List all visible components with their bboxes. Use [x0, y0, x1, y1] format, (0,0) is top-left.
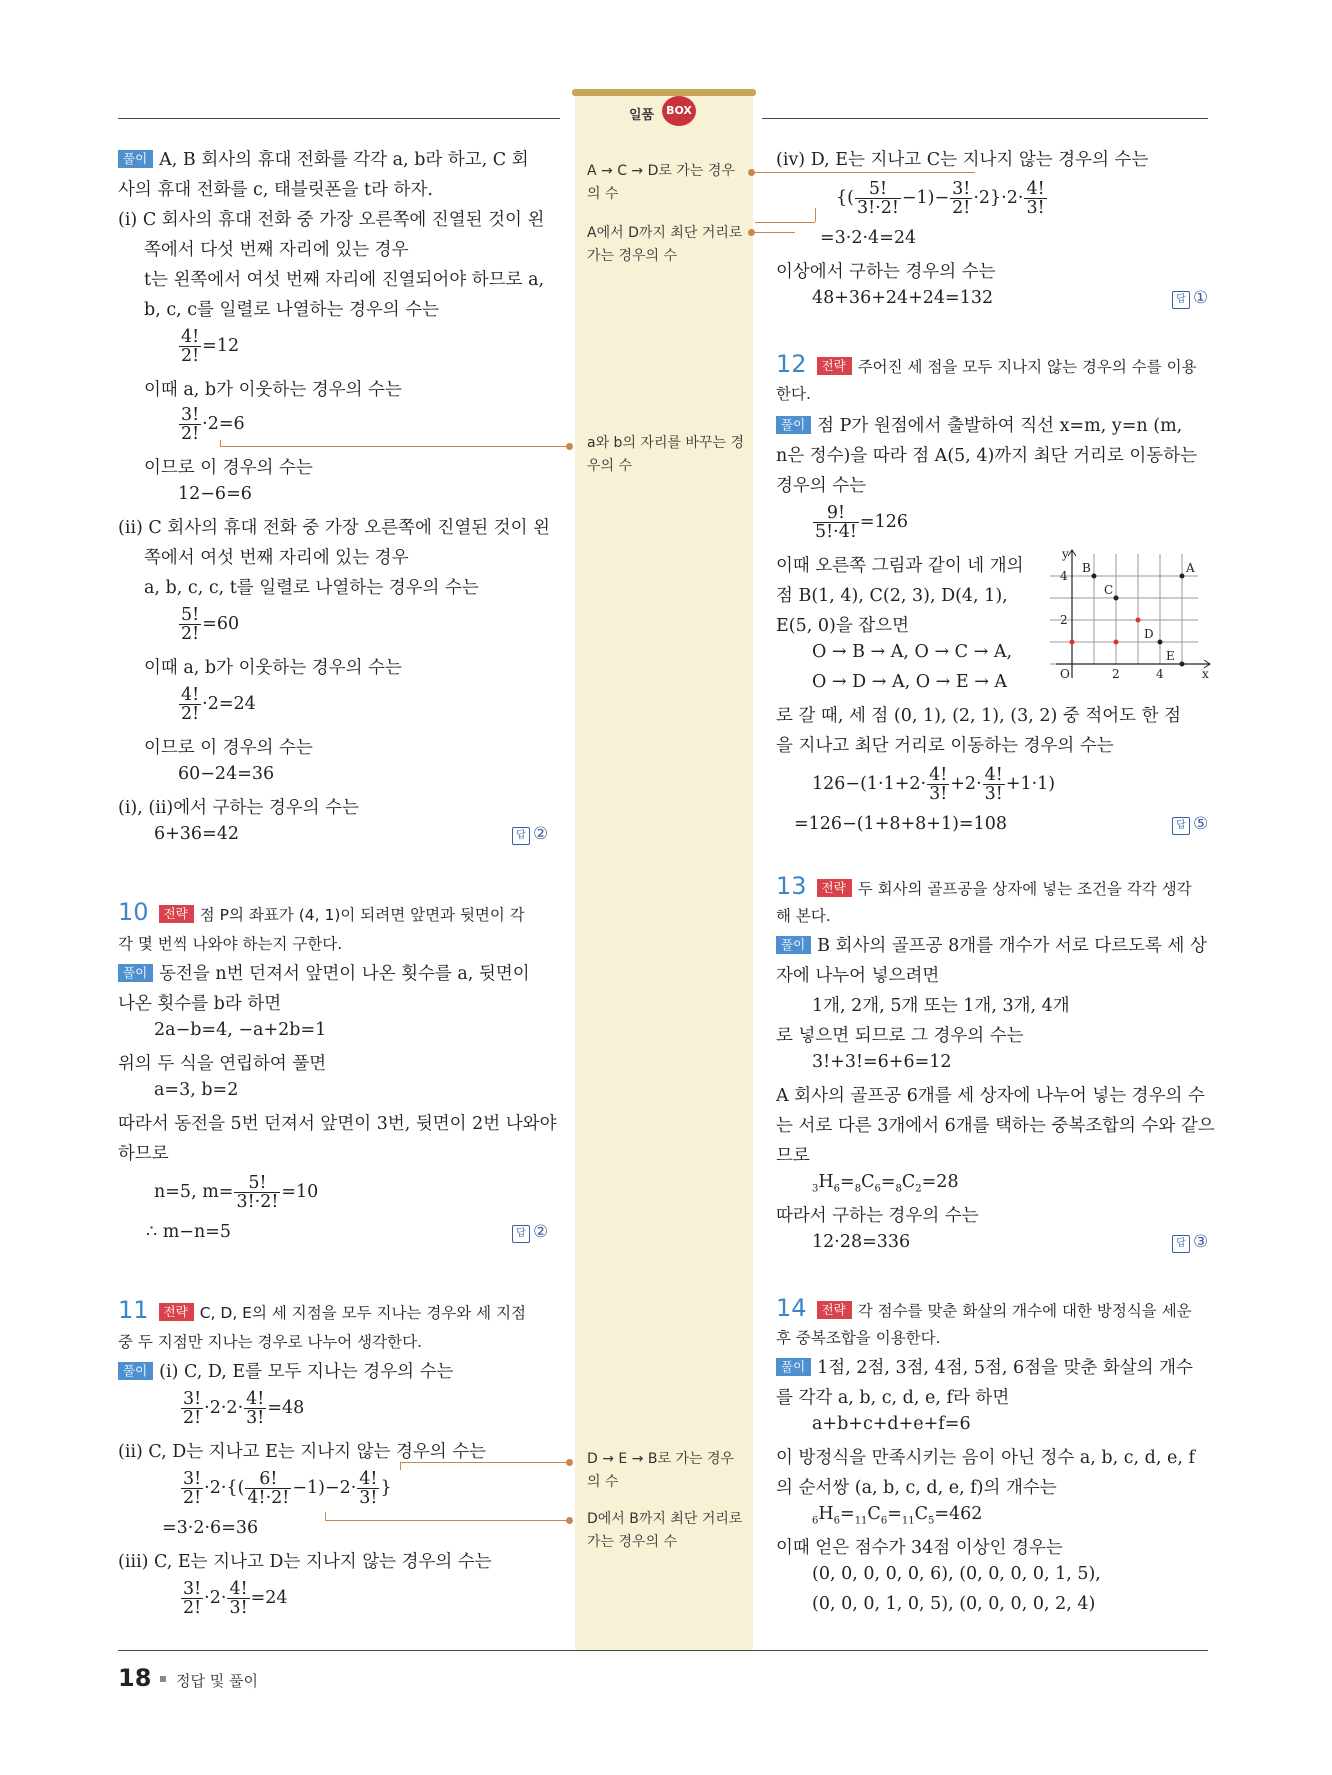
- math-line: $\frac{3!}{2!}$ ·2·2· $\frac{4!}{3!}$ =48: [183, 1389, 305, 1428]
- math-line: $\frac{4!}{2!}$ =12: [181, 327, 240, 366]
- text-line: A 회사의 골프공 6개를 세 상자에 나누어 넣는 경우의 수: [776, 1086, 1205, 1106]
- footer-rule: [118, 1650, 1208, 1651]
- text-line: 60−24=36: [178, 764, 275, 784]
- graph-point: [1180, 662, 1185, 667]
- point-label: D: [1144, 627, 1154, 641]
- tick-label: 2: [1060, 613, 1068, 627]
- text-line: 이때 오른쪽 그림과 같이 네 개의: [776, 556, 1024, 576]
- footer-square: [160, 1676, 166, 1682]
- text-line: n은 정수)을 따라 점 A(5, 4)까지 최단 거리로 이동하는: [776, 446, 1198, 466]
- side-note: a와 b의 자리를 바꾸는 경우의 수: [587, 435, 744, 474]
- connector: [400, 1462, 401, 1470]
- tick-label: 4: [1060, 569, 1068, 583]
- text-line: 이때 얻은 점수가 34점 이상인 경우는: [776, 1538, 1063, 1558]
- text-line: 쪽에서 다섯 번째 자리에 있는 경우: [144, 240, 409, 260]
- text-line: 이 방정식을 만족시키는 음이 아닌 정수 a, b, c, d, e, f: [776, 1448, 1195, 1468]
- text-line: 경우의 수는: [776, 476, 867, 496]
- text-line: =126−(1+8+8+1)=108: [794, 814, 1007, 834]
- text-line: a=3, b=2: [154, 1080, 239, 1100]
- fraction: $\frac{5!}{2!}$: [181, 605, 200, 644]
- center-column-band: [575, 93, 753, 1650]
- text-line: A, B 회사의 휴대 전화를 각각 a, b라 하고, C 회: [159, 150, 529, 170]
- answer-mark: 답 ②: [512, 1222, 548, 1243]
- text-line: 1개, 2개, 5개 또는 1개, 3개, 4개: [812, 996, 1070, 1016]
- text-line: E(5, 0)을 잡으면: [776, 616, 910, 636]
- connector: [220, 446, 570, 447]
- text-line: O → D → A, O → E → A: [812, 672, 1008, 692]
- text-line: (ⅰ) C, D, E를 모두 지나는 경우의 수는: [159, 1362, 454, 1382]
- text-line: (ⅱ) C 회사의 휴대 전화 중 가장 오른쪽에 진열된 것이 왼: [118, 518, 550, 538]
- text-line: (0, 0, 0, 0, 0, 6), (0, 0, 0, 0, 1, 5),: [812, 1564, 1101, 1584]
- text-line: 나온 횟수를 b라 하면: [118, 994, 282, 1014]
- text-line: 점 P가 원점에서 출발하여 직선 x=m, y=n (m,: [817, 416, 1183, 436]
- text-line: 12−6=6: [178, 484, 252, 504]
- text-line: (ⅳ) D, E는 지나고 C는 지나지 않는 경우의 수는: [776, 150, 1149, 170]
- axis-label-x: x: [1202, 667, 1209, 681]
- text-line: (0, 0, 0, 1, 0, 5), (0, 0, 0, 0, 2, 4): [812, 1594, 1096, 1614]
- solution-tag: 풀이: [776, 416, 811, 434]
- text-line: 이므로 이 경우의 수는: [144, 738, 313, 758]
- text-line: =3·2·6=36: [162, 1518, 259, 1538]
- solution-tag: 풀이: [118, 1362, 153, 1380]
- text-line: t는 왼쪽에서 여섯 번째 자리에 진열되어야 하므로 a,: [144, 270, 545, 290]
- side-note: D에서 B까지 최단 거리로 가는 경우의 수: [587, 1511, 743, 1550]
- page-number: 18: [118, 1664, 152, 1692]
- tick-label: 4: [1156, 667, 1164, 681]
- text-line: (ⅱ) C, D는 지나고 E는 지나지 않는 경우의 수는: [118, 1442, 487, 1462]
- connector: [325, 1512, 326, 1520]
- text-line: ∴ m−n=5: [146, 1222, 232, 1242]
- text-line: 하므로: [118, 1144, 169, 1164]
- footer-title: 정답 및 풀이: [176, 1672, 258, 1690]
- answer-mark: 답 ①: [1172, 288, 1208, 309]
- text-line: 로 넣으면 되므로 그 경우의 수는: [776, 1026, 1024, 1046]
- connector: [325, 1520, 570, 1521]
- lattice-graph: [1048, 548, 1214, 684]
- text-line: 1점, 2점, 3점, 4점, 5점, 6점을 맞춘 화살의 개수: [817, 1358, 1193, 1378]
- text-line: 므로: [776, 1146, 810, 1166]
- side-note: A에서 D까지 최단 거리로 가는 경우의 수: [587, 225, 743, 264]
- connector-dot: [566, 443, 573, 450]
- problem-12-header: 12 전략 주어진 세 점을 모두 지나지 않는 경우의 수를 이용: [776, 350, 1197, 378]
- problem-11-header: 11 전략 C, D, E의 세 지점을 모두 지나는 경우와 세 지점: [118, 1296, 527, 1324]
- fraction: $\frac{4!}{2!}$: [181, 327, 200, 366]
- graph-point: [1114, 596, 1119, 601]
- connector-dot: [566, 1517, 573, 1524]
- text-line: b, c, c를 일렬로 나열하는 경우의 수는: [144, 300, 440, 320]
- text-line: (ⅲ) C, E는 지나고 D는 지나지 않는 경우의 수는: [118, 1552, 492, 1572]
- text-line: 는 서로 다른 3개에서 6개를 택하는 중복조합의 수와 같으: [776, 1116, 1215, 1136]
- answer-mark: 답 ③: [1172, 1232, 1208, 1253]
- side-note: D → E → B로 가는 경우의 수: [587, 1451, 735, 1490]
- axis-label-y: y: [1062, 548, 1069, 561]
- text-line: 2a−b=4, −a+2b=1: [154, 1020, 327, 1040]
- text-line: 48+36+24+24=132: [812, 288, 994, 308]
- text-line: 해 본다.: [776, 907, 831, 925]
- point-label: E: [1166, 649, 1175, 663]
- box-label: 일품: [629, 108, 655, 123]
- text-line: 동전을 n번 던져서 앞면이 나온 횟수를 a, 뒷면이: [159, 964, 530, 984]
- point-label: B: [1082, 561, 1091, 575]
- origin-label: O: [1060, 667, 1070, 681]
- math-line: $\frac{3!}{2!}$ ·2· $\frac{4!}{3!}$ =24: [183, 1579, 288, 1618]
- text-line: 따라서 동전을 5번 던져서 앞면이 3번, 뒷면이 2번 나와야: [118, 1114, 557, 1134]
- text-line: 12·28=336: [812, 1232, 911, 1252]
- text-line: a+b+c+d+e+f=6: [812, 1414, 971, 1434]
- text-line: 쪽에서 여섯 번째 자리에 있는 경우: [144, 548, 409, 568]
- problem-14-header: 14 전략 각 점수를 맞춘 화살의 개수에 대한 방정식을 세운: [776, 1294, 1192, 1322]
- text-line: 따라서 구하는 경우의 수는: [776, 1206, 979, 1226]
- text-line: 사의 휴대 전화를 c, 태블릿폰을 t라 하자.: [118, 180, 433, 200]
- graph-point: [1136, 618, 1141, 623]
- math-line: 126−(1·1+2· $\frac{4!}{3!}$ +2· $\frac{4!}{3!}$ +1·1): [812, 765, 1056, 804]
- text-line: 이상에서 구하는 경우의 수는: [776, 262, 996, 282]
- problem-10-header: 10 전략 점 P의 좌표가 (4, 1)이 되려면 앞면과 뒷면이 각: [118, 898, 525, 926]
- connector: [400, 1462, 570, 1463]
- math-line: $\frac{3!}{2!}$ ·2·{( $\frac{6!}{4!\cdot 2!}$ −1)−2· $\frac{4!}{3!}$ }: [183, 1469, 392, 1508]
- fraction: $\frac{3!}{2!}$: [181, 405, 200, 444]
- text-line: (ⅰ) C 회사의 휴대 전화 중 가장 오른쪽에 진열된 것이 왼: [118, 210, 545, 230]
- point-label: C: [1104, 583, 1114, 597]
- text-line: 각 몇 번씩 나와야 하는지 구한다.: [118, 935, 343, 953]
- text-line: a, b, c, c, t를 일렬로 나열하는 경우의 수는: [144, 578, 479, 598]
- graph-point: [1070, 640, 1075, 645]
- math-line: n=5, m= $\frac{5!}{3!\cdot 2!}$ =10: [154, 1173, 319, 1212]
- connector-dot: [566, 1459, 573, 1466]
- text-line: 한다.: [776, 385, 811, 403]
- graph-point: [1180, 574, 1185, 579]
- text-line: 자에 나누어 넣으려면: [776, 966, 940, 986]
- text-line: 의 순서쌍 (a, b, c, d, e, f)의 개수는: [776, 1478, 1057, 1498]
- text-line: 이때 a, b가 이웃하는 경우의 수는: [144, 658, 402, 678]
- text-line: 이때 a, b가 이웃하는 경우의 수는: [144, 380, 402, 400]
- math-line: $\frac{9!}{5!\cdot 4!}$ =126: [815, 503, 908, 542]
- text-line: 중 두 지점만 지나는 경우로 나누어 생각한다.: [118, 1333, 423, 1351]
- text-line: 후 중복조합을 이용한다.: [776, 1329, 941, 1347]
- text-line: 6+36=42: [154, 824, 239, 844]
- right-column: [776, 0, 1216, 1700]
- text-line: 이므로 이 경우의 수는: [144, 458, 313, 478]
- connector-dot: [748, 229, 755, 236]
- graph-point: [1158, 640, 1163, 645]
- solution-tag: 풀이: [118, 150, 153, 168]
- solution-tag: 풀이: [118, 964, 153, 982]
- math-line: $_6H_6=_{11}C_6=_{11}C_5=462$: [812, 1504, 983, 1527]
- math-line: $\frac{5!}{2!}$ =60: [181, 605, 240, 644]
- text-line: =3·2·4=24: [820, 228, 917, 248]
- tick-label: 2: [1112, 667, 1120, 681]
- solution-tag: 풀이: [776, 1358, 811, 1376]
- text-line: O → B → A, O → C → A,: [812, 642, 1013, 662]
- math-line: {( $\frac{5!}{3!\cdot 2!}$ −1)− $\frac{3!}{2!}$ ·2}·2· $\frac{4!}{3!}$: [836, 179, 1045, 218]
- graph-point: [1092, 574, 1097, 579]
- text-line: (ⅰ), (ⅱ)에서 구하는 경우의 수는: [118, 798, 359, 818]
- text-line: 3!+3!=6+6=12: [812, 1052, 952, 1072]
- text-line: 로 갈 때, 세 점 (0, 1), (2, 1), (3, 2) 중 적어도 한 점: [776, 706, 1181, 726]
- solution-tag: 풀이: [776, 936, 811, 954]
- box-badge: BOX: [662, 96, 696, 126]
- math-line: $\frac{4!}{2!}$ ·2=24: [181, 685, 256, 724]
- text-line: 를 각각 a, b, c, d, e, f라 하면: [776, 1388, 1010, 1408]
- text-line: 점 B(1, 4), C(2, 3), D(4, 1),: [776, 586, 1008, 606]
- problem-13-header: 13 전략 두 회사의 골프공을 상자에 넣는 조건을 각각 생각: [776, 872, 1192, 900]
- fraction: $\frac{5!}{3!\cdot 2!}$: [236, 1173, 279, 1212]
- text-line: 위의 두 식을 연립하여 풀면: [118, 1054, 327, 1074]
- answer-mark: 답 ⑤: [1172, 814, 1208, 835]
- point-label: A: [1186, 561, 1195, 575]
- text-line: B 회사의 골프공 8개를 개수가 서로 다르도록 세 상: [817, 936, 1207, 956]
- math-line: $_3H_6=_8C_6=_8C_2=28$: [812, 1172, 959, 1195]
- graph-point: [1114, 640, 1119, 645]
- header-box: [625, 96, 705, 126]
- answer-mark: 답 ②: [512, 824, 548, 845]
- left-column: [118, 0, 558, 1700]
- center-column-topbar: [572, 89, 756, 96]
- math-line: $\frac{3!}{2!}$ ·2=6: [181, 405, 245, 444]
- connector-dot: [748, 169, 755, 176]
- fraction: $\frac{4!}{2!}$: [181, 685, 200, 724]
- text-line: 을 지나고 최단 거리로 이동하는 경우의 수는: [776, 736, 1114, 756]
- side-note: A → C → D로 가는 경우의 수: [587, 163, 735, 202]
